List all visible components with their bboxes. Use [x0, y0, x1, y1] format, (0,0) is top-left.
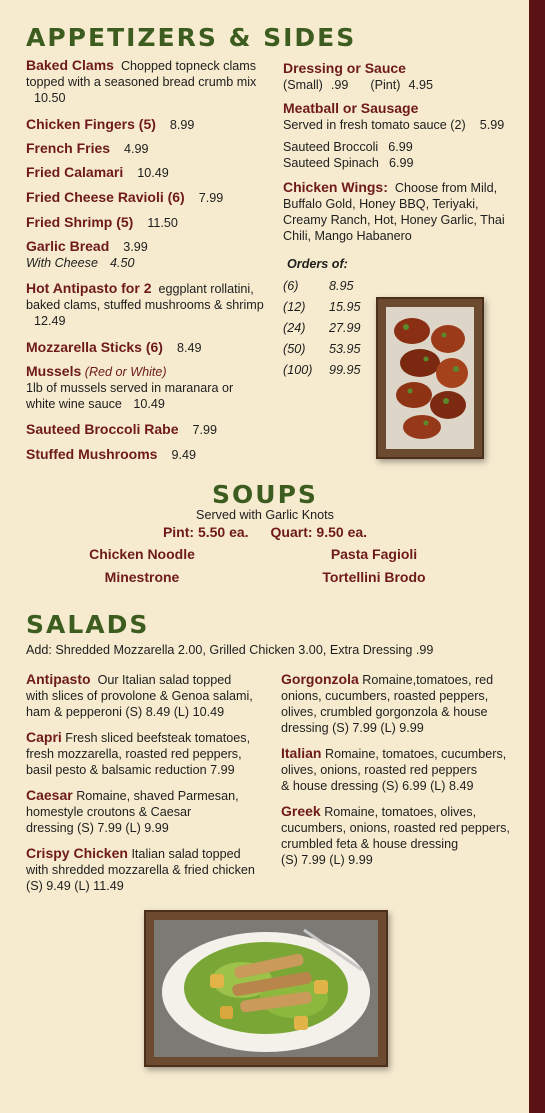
menu-item-fried-calamari — [26, 164, 169, 181]
item-name: Sauteed Spinach — [283, 156, 379, 170]
item-price: 6.99 — [388, 140, 413, 154]
orders-label: Orders of: — [287, 257, 348, 271]
menu-item-baked-clams — [26, 57, 261, 106]
chicken-wings-photo — [376, 297, 484, 459]
item-price: 12.49 — [34, 314, 66, 328]
item-name: Crispy Chicken — [26, 845, 128, 861]
menu-item-dressing-or-sauce — [283, 60, 433, 93]
menu-item-sauteed-broccoli-rabe — [26, 421, 217, 438]
item-name: Capri — [26, 729, 62, 745]
item-name: Baked Clams — [26, 57, 114, 73]
menu-item-chicken-wings — [283, 179, 518, 244]
item-name: Mussels — [26, 363, 82, 379]
salad-item-capri: Capri Fresh sliced beefsteak tomatoes, fresh mozzarella, roasted red peppers, basil pesto & balsamic reduction 7.99 — [26, 729, 251, 777]
salad-item-caesar: Caesar Romaine, shaved Parmesan, homestyle croutons & Caesar dressing (S) 7.99 (L) 9.99 — [26, 787, 239, 835]
item-extra-price: 4.50 — [109, 256, 135, 270]
soup-item: Pasta Fagioli — [330, 546, 418, 562]
item-name: Fried Cheese Ravioli (6) — [26, 189, 185, 205]
item-note: (Red or White) — [84, 365, 167, 379]
order-row: (6) 8.95 — [283, 279, 354, 293]
salad-item-italian: Italian Romaine, tomatoes, cucumbers, olives, onions, roasted red peppers & house dressing (S) 6.99 (L) 8.49 — [281, 745, 507, 793]
item-name: Sauteed Broccoli Rabe — [26, 421, 179, 437]
salad-item-antipasto: Antipasto Our Italian salad topped with slices of provolone & Genoa salami, ham & pepperoni (S) 8.49 (L) 10.49 — [26, 671, 253, 719]
item-price: 4.99 — [124, 142, 149, 156]
menu-item-chicken-fingers — [26, 116, 194, 133]
item-price: 4.95 — [408, 78, 434, 92]
item-price: 3.99 — [123, 240, 148, 254]
soup-item: Tortellini Brodo — [322, 569, 426, 585]
salad-item-crispy-chicken: Crispy Chicken Italian salad topped with shredded mozzarella & fried chicken (S) 9.49 (L) 11.49 — [26, 845, 255, 893]
item-price: 7.99 — [198, 191, 224, 205]
item-price: 6.99 — [388, 156, 414, 170]
soups-subtitle: Served with Garlic Knots — [196, 508, 334, 522]
item-name: Stuffed Mushrooms — [26, 446, 158, 462]
item-extra: With Cheese — [26, 256, 98, 270]
item-desc: Choose from Mild, Buffalo Gold, Honey BBQ, Teriyaki, Creamy Ranch, Hot, Honey Garlic, Thai Chili, Mango Habanero — [283, 181, 505, 243]
menu-item-sauteed-broccoli — [283, 139, 413, 155]
size-label: (Pint) — [370, 78, 401, 92]
item-name: Hot Antipasto for 2 — [26, 280, 152, 296]
menu-item-mussels — [26, 363, 251, 412]
item-desc: eggplant rollatini, baked clams, stuffed mushrooms & shrimp — [26, 282, 264, 312]
item-price: 8.49 — [176, 341, 202, 355]
item-name: Caesar — [26, 787, 73, 803]
soup-quart-price: Quart: 9.50 ea. — [270, 524, 368, 540]
salad-illustration — [154, 920, 378, 1057]
menu-item-stuffed-mushrooms — [26, 446, 196, 463]
item-name: Mozzarella Sticks (6) — [26, 339, 163, 355]
salad-item-greek: Greek Romaine, tomatoes, olives, cucumbers, onions, roasted red peppers, crumbled feta & house dressing (S) 7.99 (L) 9.99 — [281, 803, 510, 867]
menu-item-sauteed-spinach — [283, 155, 413, 171]
item-name: Chicken Wings: — [283, 179, 388, 195]
order-row: (100) 99.95 — [283, 363, 361, 377]
item-name: Italian — [281, 745, 322, 761]
soup-pint-price: Pint: 5.50 ea. — [162, 524, 249, 540]
soups-heading: SOUPS — [212, 480, 318, 509]
item-name: French Fries — [26, 140, 111, 156]
order-row: (50) 53.95 — [283, 342, 361, 356]
appetizers-heading: APPETIZERS & SIDES — [26, 23, 357, 52]
item-name: Meatball or Sausage — [283, 100, 419, 116]
soup-item: Minestrone — [104, 569, 180, 585]
item-name: Fried Calamari — [26, 164, 124, 180]
item-name: Gorgonzola — [281, 671, 359, 687]
wings-illustration — [386, 307, 474, 449]
item-name: Chicken Fingers (5) — [26, 116, 156, 132]
item-name: Sauteed Broccoli — [283, 140, 379, 154]
soup-item: Chicken Noodle — [89, 546, 195, 562]
item-price: .99 — [330, 78, 349, 92]
item-price: 10.49 — [137, 166, 169, 180]
order-row: (12) 15.95 — [283, 300, 361, 314]
order-row: (24) 27.99 — [283, 321, 361, 335]
item-name: Antipasto — [26, 671, 91, 687]
menu-item-fried-cheese-ravioli — [26, 189, 223, 206]
menu-item-french-fries — [26, 140, 149, 157]
menu-item-meatball-or-sausage — [283, 100, 504, 133]
item-desc: Chopped topneck clams topped with a seasoned bread crumb mix — [26, 59, 257, 89]
salads-heading: SALADS — [26, 610, 150, 639]
item-desc: Served in fresh tomato sauce (2) — [283, 118, 466, 132]
item-name: Dressing or Sauce — [283, 60, 406, 76]
menu-item-mozzarella-sticks — [26, 339, 201, 356]
soup-prices — [0, 524, 530, 540]
wing-orders-list — [283, 276, 373, 381]
menu-item-hot-antipasto — [26, 280, 266, 329]
item-name: Greek — [281, 803, 321, 819]
right-edge-bar — [529, 0, 545, 1113]
item-price: 10.50 — [34, 91, 66, 105]
item-price: 5.99 — [479, 118, 505, 132]
item-price: 8.99 — [169, 118, 195, 132]
item-desc: 1lb of mussels served in maranara or white wine sauce — [26, 381, 234, 411]
menu-item-fried-shrimp — [26, 214, 178, 231]
caesar-salad-photo — [144, 910, 388, 1067]
item-name: Garlic Bread — [26, 238, 110, 254]
item-price: 10.49 — [133, 397, 165, 411]
salad-add-ons: Add: Shredded Mozzarella 2.00, Grilled Chicken 3.00, Extra Dressing .99 — [26, 643, 434, 657]
item-price: 7.99 — [192, 423, 218, 437]
size-label: (Small) — [283, 78, 323, 92]
item-price: 11.50 — [147, 216, 178, 230]
item-name: Fried Shrimp (5) — [26, 214, 134, 230]
menu-item-garlic-bread — [26, 238, 148, 271]
salad-item-gorgonzola: Gorgonzola Romaine,tomatoes, red onions, cucumbers, roasted peppers, olives, crumbled gorgonzola & house dressing (S) 7.99 (L) 9.99 — [281, 671, 494, 735]
item-price: 9.49 — [171, 448, 196, 462]
